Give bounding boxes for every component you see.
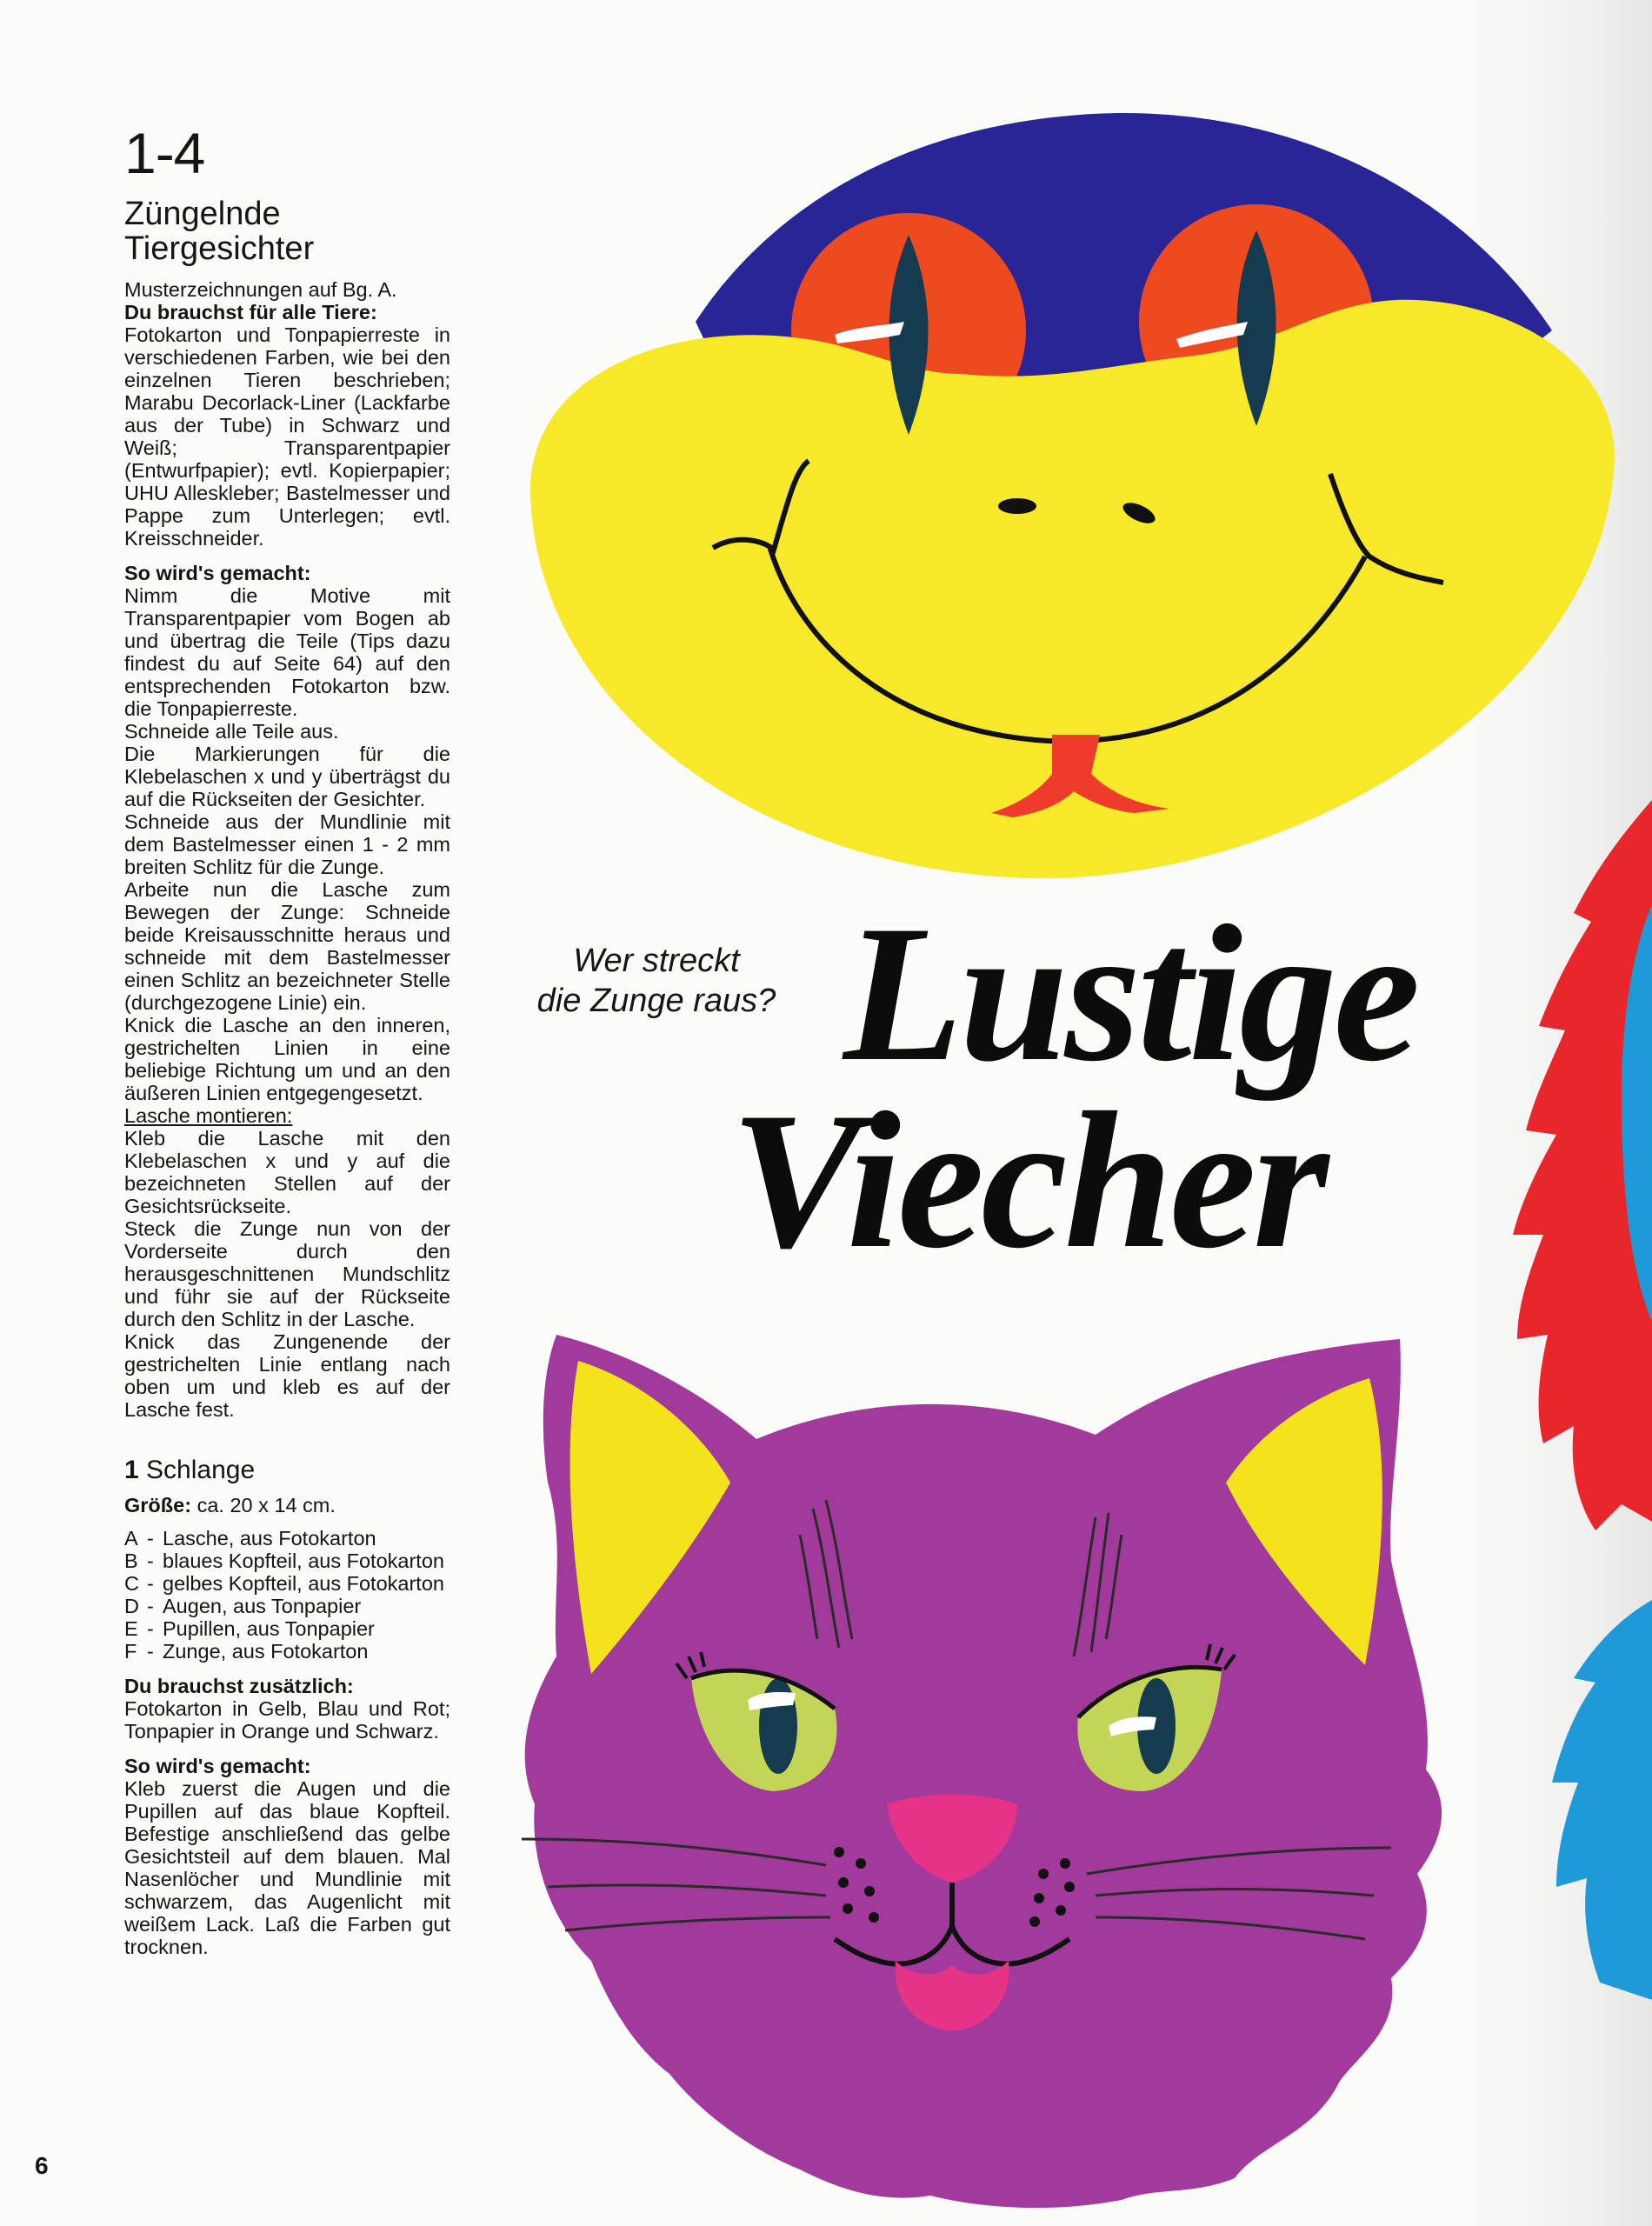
title-line-2: Viecher (730, 1071, 1326, 1289)
tagline-line-2: die Zunge raus? (536, 983, 776, 1019)
part-item (124, 1617, 450, 1640)
size-label: Größe: (124, 1494, 192, 1516)
howto-paragraph: Schneide aus der Mundlinie mit dem Bastelmesser einen 1 - 2 mm breiten Schlitz für die Zunge. (124, 810, 450, 878)
part-text: blaues Kopfteil, aus Fotokarton (163, 1550, 444, 1572)
part-dash: - (147, 1595, 154, 1617)
extra-label: Du brauchst zusätzlich: (124, 1675, 354, 1697)
size-line (124, 1494, 450, 1516)
part-text: Augen, aus Tonpapier (163, 1595, 362, 1617)
materials-label: Du brauchst für alle Tiere: (124, 301, 377, 323)
part-text: gelbes Kopfteil, aus Fotokarton (163, 1572, 444, 1595)
howto-paragraph: Knick die Lasche an den inneren, gestrichelten Linien in eine beliebige Richtung um und an den äußeren Linien entgegengesetzt. (124, 1014, 450, 1104)
part-dash: - (147, 1527, 154, 1550)
part-text: Pupillen, aus Tonpapier (163, 1617, 375, 1640)
materials-text: Fotokarton und Tonpapierreste in verschiedenen Farben, wie bei den einzelnen Tieren beschrieben; Marabu Decorlack-Liner (Lackfarbe aus der Tube) in Schwarz und Weiß; Transparentpapier (Entwurfpapier); evtl. Kopierpapier; UHU Alleskleber; Bastelmesser und Pappe zum Unterlegen; evtl. Kreisschneider. (124, 323, 450, 550)
part-letter: D (124, 1595, 139, 1617)
side-animal-illustration (1491, 783, 1652, 2017)
howto2-text: Kleb zuerst die Augen und die Pupillen auf das blaue Kopfteil. Befestige anschließend das gelbe Gesichtsteil auf dem blauen. Mal Nasenlöcher und Mundlinie mit schwarzem, das Augenlicht mit weißem Lack. Laß die Farben gut trocknen. (124, 1777, 450, 1958)
part-letter: C (124, 1572, 139, 1595)
main-title (730, 884, 1417, 1289)
size-value: ca. 20 x 14 cm. (197, 1494, 336, 1516)
general-instructions (124, 278, 450, 1421)
part-item (124, 1550, 450, 1572)
heading-line-2: Tiergesichter (124, 230, 315, 267)
snake-left-nostril (998, 498, 1036, 514)
howto2-label: So wird's gemacht: (124, 1755, 311, 1777)
section-name: Schlange (146, 1456, 256, 1484)
part-dash: - (147, 1617, 154, 1640)
part-item (124, 1595, 450, 1617)
cat-face-illustration (496, 1317, 1469, 2217)
lasche-paragraph: Knick das Zungenende der gestrichelten Linie entlang nach oben um und kleb es auf der Lasche fest. (124, 1330, 450, 1421)
lasche-paragraph: Kleb die Lasche mit den Klebelaschen x und y auf die bezeichneten Stellen auf der Gesichtsrückseite. (124, 1127, 450, 1217)
heading-line-1: Züngelnde (124, 196, 281, 232)
project-heading (124, 197, 450, 266)
tagline (509, 941, 804, 1021)
extra-text: Fotokarton in Gelb, Blau und Rot; Tonpapier in Orange und Schwarz. (124, 1697, 450, 1743)
part-dash: - (147, 1550, 154, 1572)
page-number: 6 (35, 2152, 49, 2179)
part-letter: E (124, 1617, 138, 1640)
howto-paragraph: Die Markierungen für die Klebelaschen x und y überträgst du auf die Rückseiten der Gesichter. (124, 743, 450, 810)
howto-paragraph: Nimm die Motive mit Transparentpapier vom Bogen ab und übertrag die Teile (Tips dazu findest du auf Seite 64) auf den entsprechenden Fotokarton bzw. die Tonpapierreste. (124, 584, 450, 720)
project-number: 1-4 (124, 121, 205, 185)
part-item (124, 1527, 450, 1550)
part-text: Zunge, aus Fotokarton (163, 1640, 369, 1663)
lasche-label: Lasche montieren: (124, 1104, 293, 1127)
part-text: Lasche, aus Fotokarton (163, 1527, 376, 1550)
section-number: 1 (124, 1456, 139, 1484)
instructions-column (124, 122, 450, 1958)
tagline-line-1: Wer streckt (573, 943, 740, 979)
section-title (124, 1456, 450, 1485)
howto-label: So wird's gemacht: (124, 562, 311, 584)
lasche-paragraph: Steck die Zunge nun von der Vorderseite durch den herausgeschnittenen Mundschlitz und führ sie auf der Rückseite durch den Schlitz in der Lasche. (124, 1217, 450, 1330)
howto-paragraph: Arbeite nun die Lasche zum Bewegen der Zunge: Schneide beide Kreisausschnitte heraus und schneide mit dem Bastelmesser einen Schlitz an bezeichneter Stelle (durchgezogene Linie) ein. (124, 878, 450, 1014)
part-item (124, 1572, 450, 1595)
part-letter: B (124, 1550, 138, 1572)
intro-text: Musterzeichnungen auf Bg. A. (124, 278, 397, 301)
part-letter: A (124, 1527, 138, 1550)
title-line-1: Lustige (843, 884, 1417, 1102)
parts-list (124, 1527, 450, 1663)
part-dash: - (147, 1572, 154, 1595)
snake-face-illustration (509, 104, 1630, 887)
part-dash: - (147, 1640, 154, 1663)
extra-materials (124, 1675, 450, 1958)
part-letter: F (124, 1640, 137, 1663)
howto-paragraph: Schneide alle Teile aus. (124, 720, 339, 743)
part-item (124, 1640, 450, 1663)
side-lower-blue-shape (1552, 1600, 1652, 2000)
